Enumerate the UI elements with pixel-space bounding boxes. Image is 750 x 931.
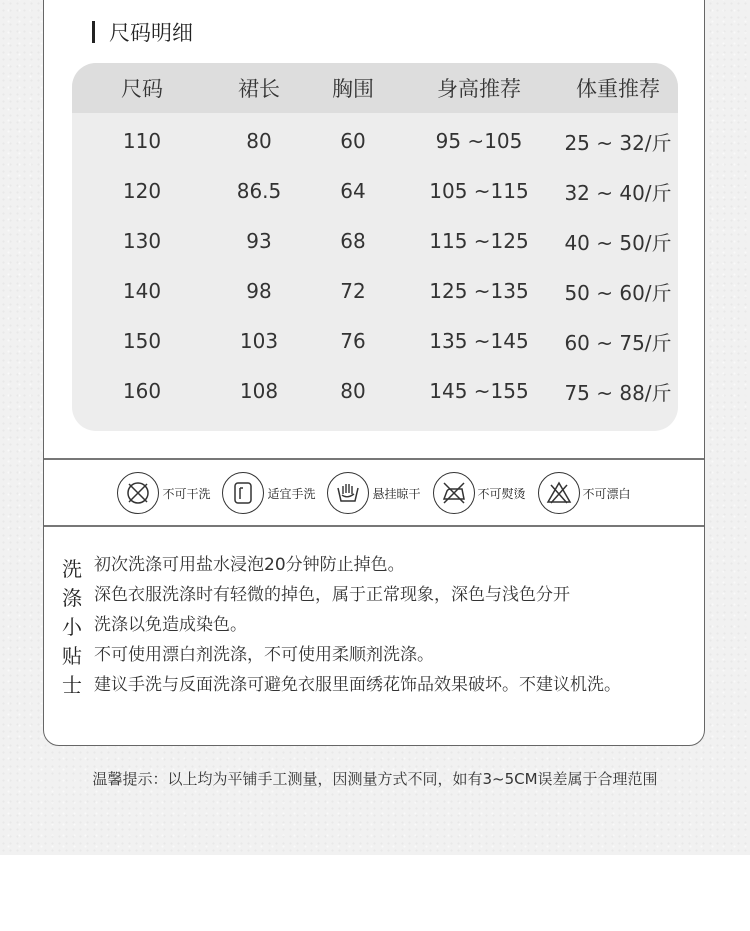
cell-skirt-length: 108 xyxy=(239,379,279,403)
cell-skirt-length: 98 xyxy=(246,279,272,303)
tip-line: 深色衣服洗涤时有轻微的掉色，属于正常现象，深色与浅色分开 xyxy=(94,585,570,605)
care-item-hand-wash xyxy=(222,472,315,514)
care-bottom-divider xyxy=(44,525,704,527)
cell-size: 160 xyxy=(122,379,162,403)
cell-size: 150 xyxy=(122,329,162,353)
section-title xyxy=(92,19,193,45)
no-iron-icon xyxy=(433,472,475,514)
cell-height: 125 ~135 xyxy=(429,279,529,303)
cell-size: 130 xyxy=(122,229,162,253)
cell-height: 135 ~145 xyxy=(429,329,529,353)
tip-line: 初次洗涤可用盐水浸泡20分钟防止掉色。 xyxy=(94,555,405,575)
header-bust: 胸围 xyxy=(332,77,374,101)
table-row xyxy=(72,216,678,266)
tips-title xyxy=(59,555,85,700)
cell-skirt-length: 86.5 xyxy=(236,179,282,203)
cell-weight: 75 ~ 88/斤 xyxy=(564,380,672,405)
section-title-text: 尺码明细 xyxy=(109,21,193,45)
cell-bust: 64 xyxy=(340,179,366,203)
care-top-divider xyxy=(44,458,704,460)
cell-height: 105 ~115 xyxy=(429,179,529,203)
table-row xyxy=(72,116,678,166)
cell-height: 115 ~125 xyxy=(429,229,529,253)
tips-text xyxy=(94,550,704,700)
cell-weight: 40 ~ 50/斤 xyxy=(564,230,672,255)
cell-skirt-length: 103 xyxy=(239,329,279,353)
cell-weight: 60 ~ 75/斤 xyxy=(564,330,672,355)
tips-title-char: 小 xyxy=(62,615,82,639)
cell-size: 120 xyxy=(122,179,162,203)
cell-skirt-length: 93 xyxy=(246,229,272,253)
wash-cycle-icon xyxy=(222,472,264,514)
header-height: 身高推荐 xyxy=(437,77,521,101)
tip-line: 洗涤以免造成染色。 xyxy=(94,615,247,635)
cell-size: 110 xyxy=(122,129,162,153)
cell-bust: 80 xyxy=(340,379,366,403)
care-label: 适宜手洗 xyxy=(267,486,316,501)
care-item-no-bleach xyxy=(538,472,631,514)
tips-title-char: 贴 xyxy=(62,644,82,668)
care-icons-row xyxy=(44,461,704,525)
care-item-hang-dry xyxy=(327,472,420,514)
size-table xyxy=(72,63,678,431)
tips-title-char: 洗 xyxy=(62,557,82,581)
cell-weight: 32 ~ 40/斤 xyxy=(564,180,672,205)
cell-bust: 60 xyxy=(340,129,366,153)
care-label: 不可漂白 xyxy=(582,486,631,501)
care-label: 不可干洗 xyxy=(162,486,211,501)
cell-bust: 76 xyxy=(340,329,366,353)
cell-height: 145 ~155 xyxy=(429,379,529,403)
cell-bust: 72 xyxy=(340,279,366,303)
care-label: 不可熨烫 xyxy=(477,486,526,501)
table-row xyxy=(72,166,678,216)
header-skirt-length: 裙长 xyxy=(238,77,280,101)
no-tumble-dry-icon xyxy=(117,472,159,514)
cell-weight: 25 ~ 32/斤 xyxy=(564,130,672,155)
size-info-card xyxy=(43,0,705,746)
tips-title-char: 涤 xyxy=(62,586,82,610)
cell-size: 140 xyxy=(122,279,162,303)
care-label: 悬挂晾干 xyxy=(372,486,421,501)
cell-weight: 50 ~ 60/斤 xyxy=(564,280,672,305)
header-weight: 体重推荐 xyxy=(576,77,660,101)
tips-title-char: 士 xyxy=(62,673,82,697)
cell-bust: 68 xyxy=(340,229,366,253)
title-accent-bar xyxy=(92,21,95,43)
table-row xyxy=(72,316,678,366)
care-item-no-iron xyxy=(433,472,526,514)
table-row xyxy=(72,366,678,416)
table-header xyxy=(72,63,678,113)
tip-line: 不可使用漂白剂洗涤，不可使用柔顺剂洗涤。 xyxy=(94,645,434,665)
measurement-note: 温馨提示：以上均为平铺手工测量，因测量方式不同，如有3~5CM误差属于合理范围 xyxy=(92,770,658,788)
tip-line: 建议手洗与反面洗涤可避免衣服里面绣花饰品效果破坏。不建议机洗。 xyxy=(94,675,621,695)
header-size: 尺码 xyxy=(121,77,163,101)
care-item-no-dry-clean xyxy=(117,472,210,514)
cell-skirt-length: 80 xyxy=(246,129,272,153)
cell-height: 95 ~105 xyxy=(435,129,523,153)
no-bleach-icon xyxy=(538,472,580,514)
table-row xyxy=(72,266,678,316)
hand-wash-icon xyxy=(327,472,369,514)
